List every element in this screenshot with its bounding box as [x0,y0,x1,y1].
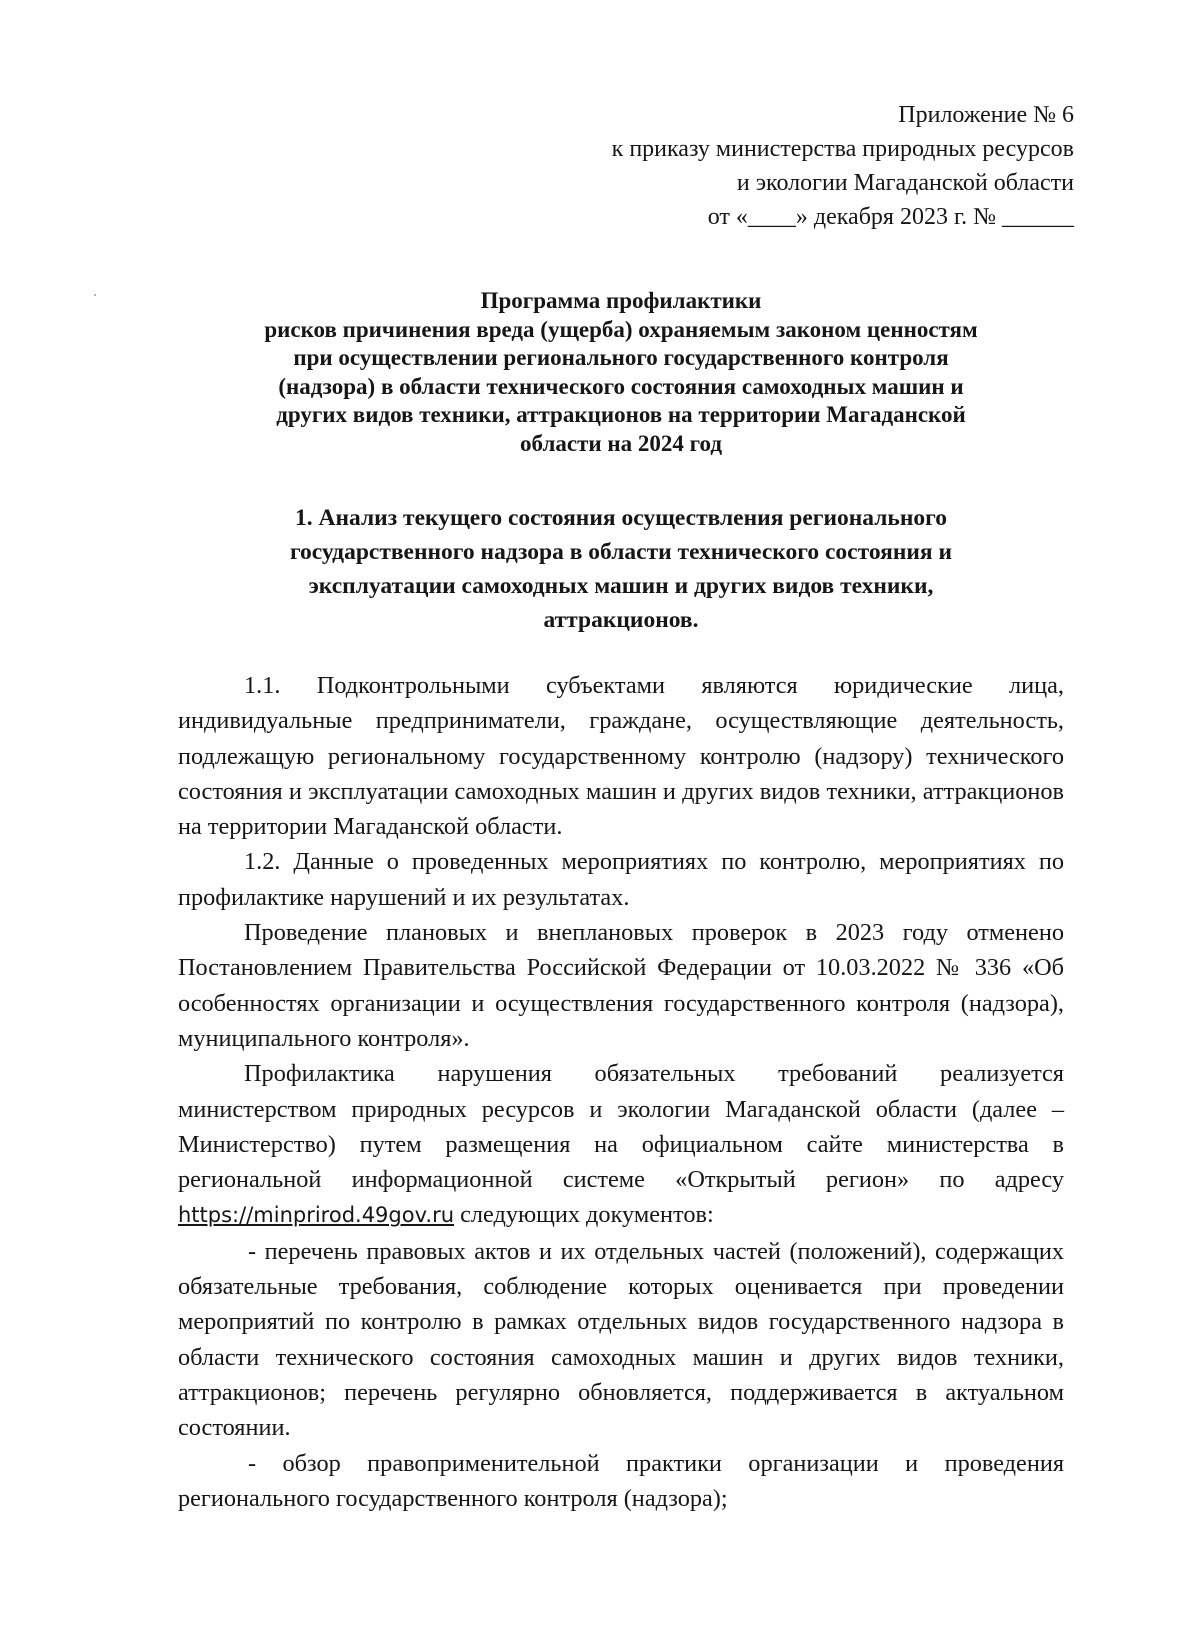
title-line: области на 2024 год [520,430,722,456]
appendix-number: Приложение № 6 [898,102,1074,128]
prevention-text: Профилактика нарушения обязательных требований реализуется министерством природных ресурсов и экологии Магаданской области (далее – Министерство) путем размещения на официальном сайте министерства в региональной информационной системе «Открытый регион» по адресу [178,1060,1064,1194]
bullet-legal-acts-list: - перечень правовых актов и их отдельных частей (положений), содержащих обязательные требования, соблюдение которых оценивается при проведении мероприятий по контролю в рамках отдельных видов государственного надзора в области технического состояния самоходных машин и других видов техники, аттракционов; перечень регулярно обновляется, поддерживается в актуальном состоянии. [178,1237,1064,1442]
title-line: других видов техники, аттракционов на территории Магаданской [276,402,966,427]
title-line: Программа профилактики [480,288,762,313]
section-heading-line: аттракционов. [543,607,699,633]
ministry-website-link[interactable]: https://minprirod.49gov.ru [178,1203,455,1228]
paragraph-prevention [178,1056,1064,1233]
title-line: при осуществлении регионального государственного контроля [293,345,949,370]
appendix-ministry-name: и экологии Магаданской области [736,170,1074,196]
appendix-header [474,98,1074,234]
program-title [178,287,1064,458]
section-heading-line: государственного надзора в области технического состояния и [289,539,953,565]
paragraph-inspections-cancelled: Проведение плановых и внеплановых проверок в 2023 году отменено Постановлением Правительства Российской Федерации от 10.03.2022 № 336 «Об особенностях организации и осуществления государственного контроля (надзора), муниципального контроля». [178,919,1064,1052]
paragraph-1-2: 1.2. Данные о проведенных мероприятиях по контролю, мероприятиях по профилактике нарушений и их результатах. [178,848,1064,911]
section-heading-line: эксплуатации самоходных машин и других видов техники, [308,573,934,599]
section-heading-line: 1. Анализ текущего состояния осуществления регионального [295,505,947,531]
bullet-practice-review: - обзор правоприменительной практики организации и проведения регионального государственного контроля (надзора); [178,1449,1064,1512]
scan-speck [94,294,96,296]
title-line: рисков причинения вреда (ущерба) охраняемым законом ценностям [264,316,978,342]
appendix-order-date: от «____» декабря 2023 г. № ______ [707,204,1074,230]
section-heading [178,501,1064,637]
appendix-order-reference: к приказу министерства природных ресурсов [611,136,1074,162]
paragraph-1-1: 1.1. Подконтрольными субъектами являются юридические лица, индивидуальные предприниматели, граждане, осуществляющие деятельность, подлежащую региональному государственному контролю (надзору) технического состояния и эксплуатации самоходных машин и других видов техники, аттракционов на территории Магаданской области. [178,672,1064,841]
prevention-text-end: следующих документов: [454,1201,714,1229]
document-body [178,668,1064,1516]
title-line: (надзора) в области технического состояния самоходных машин и [278,373,964,399]
